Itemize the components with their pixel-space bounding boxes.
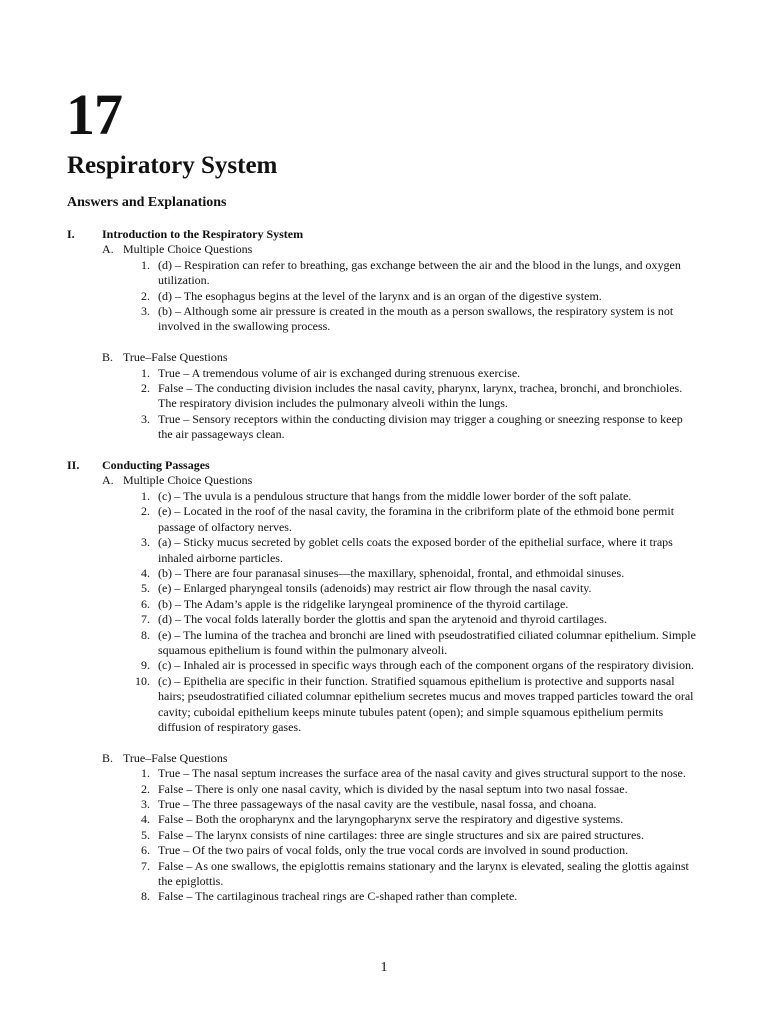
answer-item xyxy=(102,766,697,781)
subsection-spacer xyxy=(67,735,697,750)
answer-number: 3. xyxy=(141,304,150,319)
answer-item xyxy=(102,658,697,673)
answer-item xyxy=(102,489,697,504)
subsection-title: True–False Questions xyxy=(123,750,228,765)
answer-number: 7. xyxy=(141,612,150,627)
answer-text: (e) – Located in the roof of the nasal cavity, the foramina in the cribriform plate of the ethmoid bone permit passage of olfactory nerves. xyxy=(158,504,675,534)
answer-number: 6. xyxy=(141,596,150,611)
answer-item xyxy=(102,504,697,535)
answer-number: 2. xyxy=(141,504,150,519)
section-title: Introduction to the Respiratory System xyxy=(102,227,304,241)
subsection-title: True–False Questions xyxy=(123,350,228,365)
section-spacer xyxy=(67,443,697,458)
answer-item xyxy=(102,566,697,581)
answer-item xyxy=(102,889,697,904)
answer-text: False – The conducting division includes the nasal cavity, pharynx, larynx, trachea, bronchi, and bronchioles. The respiratory division includes the pulmonary alveoli within the lungs. xyxy=(158,381,683,411)
subsection-spacer xyxy=(67,335,697,350)
answer-text: (a) – Sticky mucus secreted by goblet cells coats the exposed border of the epithelial surface, where it traps inhaled airborne particles. xyxy=(158,535,673,565)
answer-list xyxy=(102,366,697,443)
answer-text: (c) – The uvula is a pendulous structure that hangs from the middle lower border of the soft palate. xyxy=(158,488,632,503)
section-title: Conducting Passages xyxy=(102,458,210,473)
answer-number: 8. xyxy=(141,627,150,642)
page-number: 1 xyxy=(380,960,388,975)
subsection-heading xyxy=(102,751,697,766)
answer-list xyxy=(102,258,697,335)
answer-item xyxy=(102,412,697,443)
answer-number: 1. xyxy=(141,257,150,272)
answer-text: (d) – Respiration can refer to breathing, gas exchange between the air and the blood in the lungs, and oxygen utilization. xyxy=(158,257,681,288)
answer-item xyxy=(102,674,697,736)
answer-item xyxy=(102,366,697,381)
answer-item xyxy=(102,535,697,566)
chapter-title: Respiratory System xyxy=(67,152,278,179)
subsection xyxy=(102,242,697,334)
answer-item xyxy=(102,628,697,659)
answer-number: 2. xyxy=(141,381,150,396)
answer-text: False – The larynx consists of nine cartilages: three are single structures and six are paired structures. xyxy=(158,827,644,842)
answer-number: 1. xyxy=(141,488,150,503)
answer-number: 2. xyxy=(141,781,150,796)
subsection-heading xyxy=(102,350,697,365)
answer-item xyxy=(102,258,697,289)
answer-number: 1. xyxy=(141,766,150,781)
answer-number: 3. xyxy=(141,796,150,811)
section-heading xyxy=(67,227,697,242)
answer-text: True – Of the two pairs of vocal folds, only the true vocal cords are involved in sound production. xyxy=(158,843,629,858)
section xyxy=(67,227,697,443)
answer-number: 9. xyxy=(141,658,150,673)
answer-text: True – The three passageways of the nasal cavity are the vestibule, nasal fossa, and choana. xyxy=(158,796,597,811)
subsection-letter: B. xyxy=(102,350,114,365)
answer-number: 5. xyxy=(141,581,150,596)
answer-item xyxy=(102,828,697,843)
subsection xyxy=(102,751,697,905)
answer-text: True – The nasal septum increases the surface area of the nasal cavity and gives structural support to the nose. xyxy=(158,766,686,781)
subsection-letter: A. xyxy=(102,473,114,488)
answer-text: (b) – There are four paranasal sinuses—the maxillary, sphenoidal, frontal, and ethmoidal sinuses. xyxy=(158,565,625,580)
section xyxy=(67,458,697,905)
answer-item xyxy=(102,843,697,858)
answer-number: 1. xyxy=(141,365,150,380)
answer-text: False – There is only one nasal cavity, which is divided by the nasal septum into two nasal fossae. xyxy=(158,781,628,796)
subsection-heading xyxy=(102,473,697,488)
answer-text: (b) – Although some air pressure is created in the mouth as a person swallows, the respiratory system is not involved in the swallowing process. xyxy=(158,304,674,334)
answer-item xyxy=(102,581,697,596)
answer-text: (c) – Epithelia are specific in their function. Stratified squamous epithelium is protective and supports nasal hairs; pseudostratified ciliated columnar epithelium secretes mucus and moves trapped particles toward the oral cavity; cuboidal epithelium keeps minute tubules patent (open); and simple squamous epithelium permits diffusion of respiratory gases. xyxy=(158,673,694,734)
answer-number: 3. xyxy=(141,411,150,426)
answer-number: 4. xyxy=(141,812,150,827)
answer-number: 10. xyxy=(135,673,150,688)
subsection-letter: A. xyxy=(102,242,114,257)
answer-text: False – Both the oropharynx and the laryngopharynx serve the respiratory and digestive systems. xyxy=(158,812,624,827)
subsection xyxy=(102,350,697,442)
answer-item xyxy=(102,782,697,797)
answer-text: (b) – The Adam’s apple is the ridgelike laryngeal prominence of the thyroid cartilage. xyxy=(158,596,569,611)
answer-text: (e) – Enlarged pharyngeal tonsils (adenoids) may restrict air flow through the nasal cavity. xyxy=(158,581,592,596)
page-subtitle: Answers and Explanations xyxy=(67,195,227,210)
section-numeral: I. xyxy=(67,227,75,241)
answer-item xyxy=(102,797,697,812)
answer-list xyxy=(102,489,697,736)
subsection-letter: B. xyxy=(102,750,114,765)
answer-text: (d) – The vocal folds laterally border the glottis and span the arytenoid and thyroid cartilages. xyxy=(158,612,607,627)
answer-item xyxy=(102,812,697,827)
answer-text: (c) – Inhaled air is processed in specific ways through each of the component organs of the respiratory division. xyxy=(158,658,694,673)
answer-number: 6. xyxy=(141,843,150,858)
section-numeral: II. xyxy=(67,458,80,473)
answer-text: (e) – The lumina of the trachea and bronchi are lined with pseudostratified ciliated columnar epithelium. Simple squamous epithelium is found within the pulmonary alveoli. xyxy=(158,627,696,657)
answer-number: 8. xyxy=(141,889,150,904)
subsection-title: Multiple Choice Questions xyxy=(123,242,253,257)
answer-number: 7. xyxy=(141,858,150,873)
answer-item xyxy=(102,612,697,627)
answer-item xyxy=(102,597,697,612)
answer-text: True – A tremendous volume of air is exchanged during strenuous exercise. xyxy=(158,365,521,380)
answer-item xyxy=(102,289,697,304)
chapter-number: 17 xyxy=(66,82,122,147)
answer-text: False – As one swallows, the epiglottis remains stationary and the larynx is elevated, sealing the glottis against the epiglottis. xyxy=(158,858,689,889)
subsection xyxy=(102,473,697,735)
section-heading xyxy=(67,458,697,473)
answer-text: True – Sensory receptors within the conducting division may trigger a coughing or sneezing response to keep the air passageways clean. xyxy=(158,411,683,442)
answer-text: (d) – The esophagus begins at the level of the larynx and is an organ of the digestive system. xyxy=(158,288,602,303)
answer-item xyxy=(102,381,697,412)
answer-item xyxy=(102,859,697,890)
answer-list xyxy=(102,766,697,905)
answer-number: 5. xyxy=(141,827,150,842)
subsection-heading xyxy=(102,242,697,257)
answers-body xyxy=(67,227,697,905)
answer-text: False – The cartilaginous tracheal rings are C-shaped rather than complete. xyxy=(158,889,518,904)
answer-number: 4. xyxy=(141,565,150,580)
answer-number: 3. xyxy=(141,535,150,550)
answer-number: 2. xyxy=(141,288,150,303)
subsection-title: Multiple Choice Questions xyxy=(123,473,253,488)
answer-item xyxy=(102,304,697,335)
